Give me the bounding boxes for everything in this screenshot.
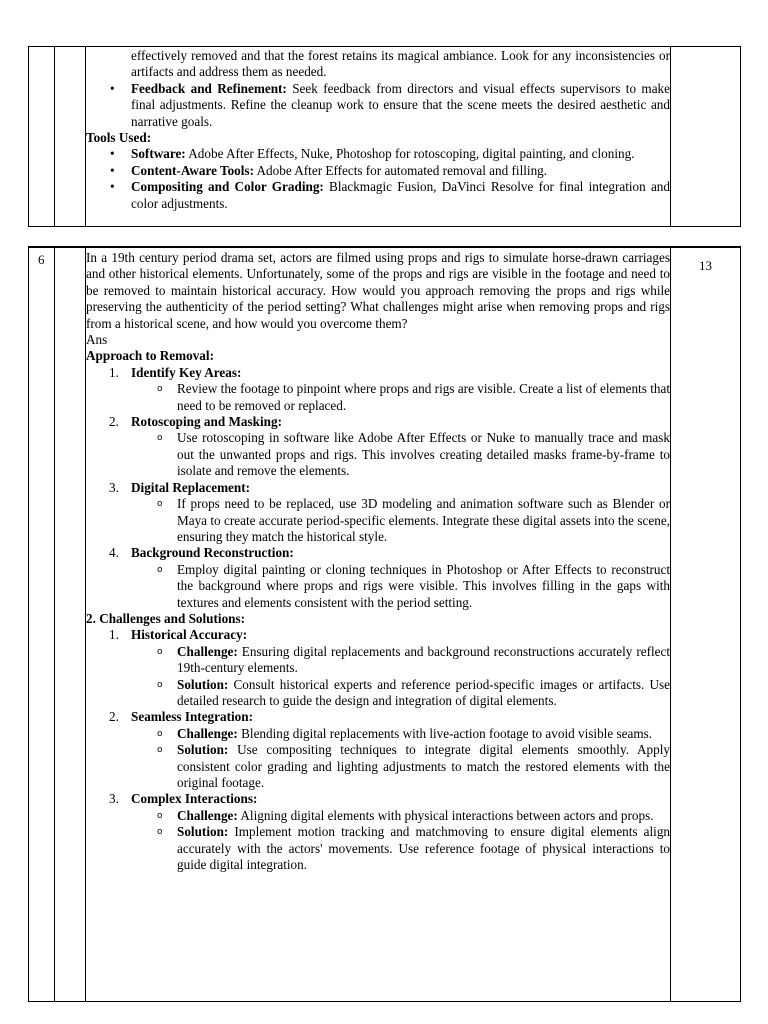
circle-bullet-icon: o [157,564,163,575]
bullet-text: Adobe After Effects, Nuke, Photoshop for rotoscoping, digital painting, and cloning. [185,146,635,162]
list-number: 1. [109,364,119,380]
list-number: 3. [109,479,119,495]
circle-bullet-icon: o [157,433,163,444]
tools-heading: Tools Used: [86,130,152,146]
sub-item [86,644,670,677]
bullet-label: Compositing and Color Grading: [131,179,324,195]
sub-text: Use compositing techniques to integrate digital elements smoothly. Apply consistent color grading and lighting adjustments to match the restored elements with the original footage. [177,742,670,790]
table-question-6 [28,246,741,1002]
approach-item [86,414,670,430]
bullet-text: Adobe After Effects for automated removal and filling. [253,162,548,178]
bullet-text: Blackmagic Fusion, DaVinci Resolve for final integration and color adjustments. [131,179,670,211]
circle-bullet-icon: o [157,646,163,657]
sub-item [86,562,670,611]
circle-bullet-icon: o [157,745,163,756]
circle-bullet-icon: o [157,499,163,510]
bullet-label: Feedback and Refinement: [131,80,287,96]
column-divider [670,47,671,226]
circle-bullet-icon: o [157,827,163,838]
circle-bullet-icon: o [157,728,163,739]
bullet-item [86,179,670,212]
list-number: 4. [109,545,119,561]
challenge-label: Challenge: [177,807,238,823]
bullet-label: Content-Aware Tools: [131,162,254,178]
column-divider [54,47,55,226]
answer-continuation [86,48,670,212]
bullet-item [86,81,670,130]
bullet-icon: • [110,80,115,96]
sub-item [86,726,670,742]
sub-text: Blending digital replacements with live-action footage to avoid visible seams. [241,725,653,741]
approach-title: Digital Replacement: [131,479,251,495]
bullet-icon: • [110,179,115,195]
ans-label: Ans [86,332,108,348]
approach-item [86,480,670,496]
sub-text: Consult historical experts and reference period-specific images or artifacts. Use detailed research to guide the design and integration of digital elements. [177,676,670,708]
sub-item [86,430,670,479]
circle-bullet-icon: o [157,810,163,821]
list-number: 2. [109,709,119,725]
bullet-label: Software: [131,146,186,162]
list-number: 2. [109,414,119,430]
column-divider [670,248,671,1001]
sub-text: Employ digital painting or cloning techniques in Photoshop or After Effects to reconstruct the background where props and rigs were visible. This involves filling in the gaps with textures and elements consistent with the period setting. [177,561,670,610]
circle-bullet-icon: o [157,384,163,395]
approach-heading: Approach to Removal: [86,348,214,364]
sub-item [86,496,670,545]
sub-item [86,381,670,414]
sub-text: If props need to be replaced, use 3D modeling and animation software such as Blender or Maya to create accurate period-specific elements. Integrate these digital assets into the scene, ensuring they match the historical style. [177,496,670,544]
approach-title: Background Reconstruction: [131,545,294,561]
sub-item [86,808,670,824]
challenge-item [86,709,670,725]
challenge-label: Challenge: [177,725,238,741]
sub-item [86,742,670,791]
bullet-icon: • [110,146,115,162]
question-body [86,250,670,873]
circle-bullet-icon: o [157,679,163,690]
solution-label: Solution: [177,676,229,692]
challenges-heading: 2. Challenges and Solutions: [86,610,246,626]
challenge-title: Seamless Integration: [131,709,253,725]
solution-label: Solution: [177,824,229,840]
challenge-item [86,627,670,643]
approach-title: Identify Key Areas: [131,364,242,380]
sub-text: Ensuring digital replacements and background reconstructions accurately reflect 19th-century elements. [177,643,670,676]
list-number: 1. [109,627,119,643]
approach-item [86,365,670,381]
challenge-title: Complex Interactions: [131,791,258,807]
approach-title: Rotoscoping and Masking: [131,414,282,430]
sub-item [86,824,670,873]
sub-item [86,677,670,710]
sub-text: Review the footage to pinpoint where props and rigs are visible. Create a list of elements that need to be removed or replaced. [177,381,670,413]
sub-text: Aligning digital elements with physical interactions between actors and props. [240,807,654,823]
sub-text: Implement motion tracking and matchmoving to ensure digital elements align accurately with the actors' movements. Use reference footage of physical interactions to guide digital integration. [177,824,671,873]
challenge-title: Historical Accuracy: [131,627,248,643]
question-text: In a 19th century period drama set, actors are filmed using props and rigs to simulate horse-drawn carriages and other historical elements. Unfortunately, some of the props and rigs are visible in the footage and need to be removed to maintain historical accuracy. How would you approach removing the props and rigs while preserving the authenticity of the period setting? What challenges might arise when removing props and rigs from a historical scene, and how would you overcome them? [86,250,670,331]
bullet-icon: • [110,162,115,178]
column-divider [54,248,55,1001]
challenge-item [86,791,670,807]
approach-item [86,545,670,561]
continuation-text: effectively removed and that the forest retains its magical ambiance. Look for any inconsistencies or artifacts and address them as needed. [131,48,670,80]
bullet-text: Seek feedback from directors and visual effects supervisors to make final adjustments. Refine the cleanup work to ensure that the scene meets the desired aesthetic and narrative goals. [131,80,670,129]
bullet-item [86,146,670,162]
solution-label: Solution: [177,742,229,758]
sub-text: Use rotoscoping in software like Adobe After Effects or Nuke to manually trace and mask out the unwanted props and rigs. This involves creating detailed masks frame-by-frame to isolate and remove the elements. [177,430,670,479]
table-continuation [28,46,741,227]
question-marks: 13 [699,258,712,273]
list-number: 3. [109,791,119,807]
bullet-item [86,163,670,179]
question-number: 6 [38,252,45,267]
challenge-label: Challenge: [177,643,238,659]
